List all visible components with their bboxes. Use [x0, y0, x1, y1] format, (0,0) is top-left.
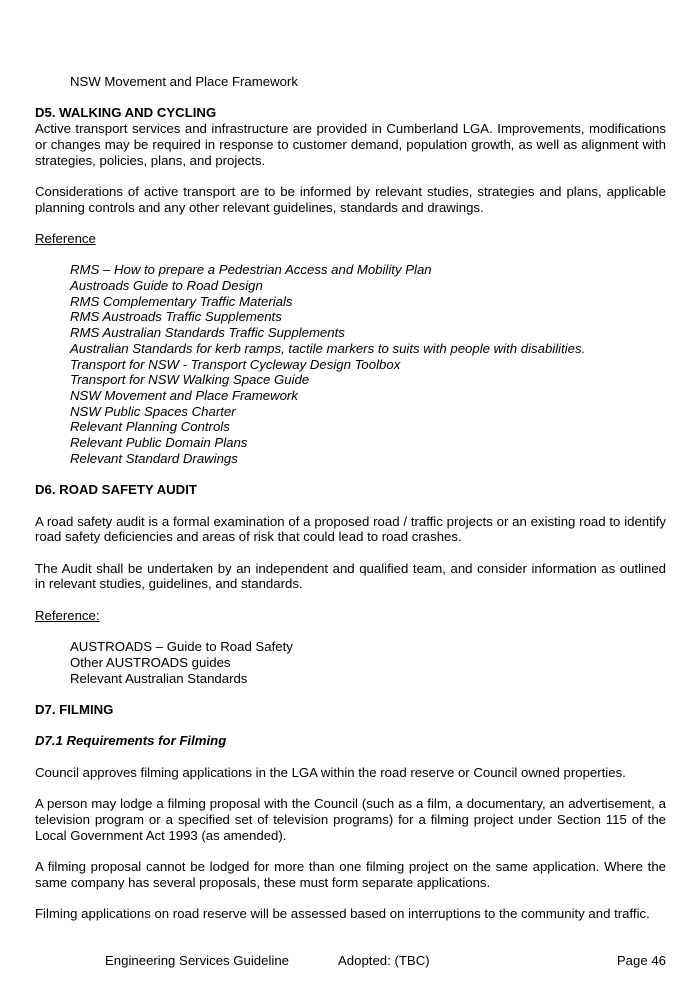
list-item: RMS – How to prepare a Pedestrian Access and Mobility Plan [70, 262, 432, 278]
d7-paragraph-4: Filming applications on road reserve will be assessed based on interruptions to the community and traffic. [35, 906, 650, 922]
list-item: Other AUSTROADS guides [70, 654, 231, 670]
section-d5-heading: D5. WALKING AND CYCLING [35, 105, 217, 121]
d6-paragraph-2: The Audit shall be undertaken by an independent and qualified team, and consider information as outlined in relevant studies, guidelines, and standards. [35, 560, 666, 592]
d7-paragraph-1: Council approves filming applications in the LGA within the road reserve or Council owned properties. [35, 764, 626, 780]
list-item: NSW Movement and Place Framework [70, 388, 298, 403]
list-item: Relevant Australian Standards [70, 670, 248, 686]
d5-paragraph-1: Active transport services and infrastructure are provided in Cumberland LGA. Improvements, modifications or changes may be required in response to customer demand, population growth, as well as alignment with strategies, policies, plans, and projects. [35, 121, 666, 168]
section-d6-heading: D6. ROAD SAFETY AUDIT [35, 482, 197, 498]
footer-document-title: Engineering Services Guideline [105, 953, 290, 968]
d7-paragraph-3: A filming proposal cannot be lodged for more than one filming project on the same application. Where the same company has several proposals, these must form separate applications. [35, 858, 666, 890]
page-footer [0, 953, 683, 971]
list-item: Relevant Standard Drawings [70, 450, 238, 466]
section-d7-1-subheading: D7.1 Requirements for Filming [35, 733, 227, 749]
list-item: Australian Standards for kerb ramps, tactile markers to suits with people with disabilities. [70, 340, 586, 356]
list-item: Relevant Planning Controls [70, 419, 230, 435]
section-d7-heading: D7. FILMING [35, 701, 114, 717]
list-item: Transport for NSW - Transport Cycleway Design Toolbox [70, 356, 401, 372]
intro-line: NSW Movement and Place Framework [70, 74, 298, 89]
d5-reference-label: Reference [35, 230, 96, 246]
d6-reference-label: Reference: [35, 607, 100, 623]
d5-reference-list [35, 262, 666, 466]
d6-reference-list [35, 639, 666, 686]
footer-adopted-status: Adopted: (TBC) [338, 953, 430, 968]
list-item: Transport for NSW Walking Space Guide [70, 372, 310, 388]
list-item: Relevant Public Domain Plans [70, 435, 248, 451]
list-item: RMS Austroads Traffic Supplements [70, 309, 282, 325]
footer-page-number: Page 46 [616, 953, 666, 968]
d7-paragraph-2: A person may lodge a filming proposal with the Council (such as a film, a documentary, an advertisement, a television program or a specified set of television programs) for a filming project under Section 115 of the Local Government Act 1993 (as amended). [35, 796, 666, 843]
list-item: RMS Complementary Traffic Materials [70, 293, 293, 309]
list-item: RMS Australian Standards Traffic Supplements [70, 325, 345, 341]
document-page [35, 74, 666, 922]
list-item: AUSTROADS – Guide to Road Safety [70, 639, 293, 655]
list-item: NSW Public Spaces Charter [70, 403, 236, 419]
d6-paragraph-1: A road safety audit is a formal examination of a proposed road / traffic projects or an existing road to identify road safety deficiencies and areas of risk that could lead to road crashes. [35, 513, 666, 545]
d5-paragraph-2: Considerations of active transport are to be informed by relevant studies, strategies and plans, applicable planning controls and any other relevant guidelines, standards and drawings. [35, 183, 666, 215]
list-item: Austroads Guide to Road Design [70, 278, 263, 294]
